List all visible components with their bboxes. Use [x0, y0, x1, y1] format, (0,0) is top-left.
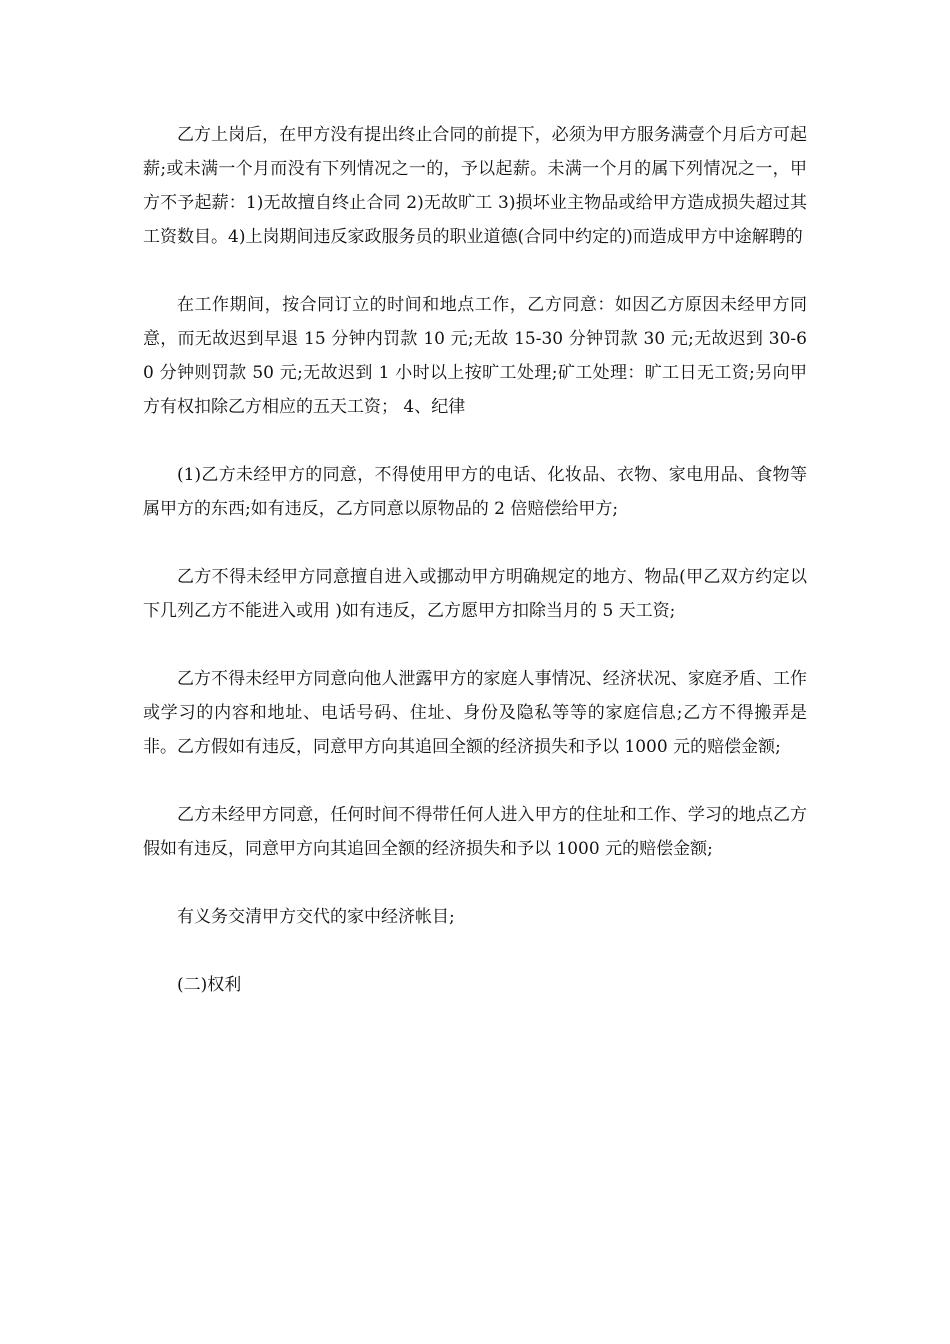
paragraph-privacy: 乙方不得未经甲方同意向他人泄露甲方的家庭人事情况、经济状况、家庭矛盾、工作或学习的内容和地址、电话号码、住址、身份及隐私等等的家庭信息;乙方不得搬弄是非。乙方假如有违反，同意甲方向其追回全额的经济损失和予以 1000 元的赔偿金额; — [143, 669, 807, 757]
section-heading-rights: (二)权利 — [177, 975, 242, 995]
paragraph-visitors: 乙方未经甲方同意，任何时间不得带任何人进入甲方的住址和工作、学习的地点乙方假如有违反，同意甲方向其追回全额的经济损失和予以 1000 元的赔偿金额; — [143, 805, 807, 859]
paragraph-restricted-areas: 乙方不得未经甲方同意擅自进入或挪动甲方明确规定的地方、物品(甲乙双方约定以下几列乙方不能进入或用 )如有违反，乙方愿甲方扣除当月的 5 天工资; — [143, 567, 807, 621]
paragraph-accounts: 有义务交清甲方交代的家中经济帐目; — [177, 907, 455, 927]
document-body — [143, 118, 807, 1002]
paragraph-discipline-items: (1)乙方未经甲方的同意，不得使用甲方的电话、化妆品、衣物、家电用品、食物等属甲方的东西;如有违反，乙方同意以原物品的 2 倍赔偿给甲方; — [143, 465, 807, 519]
paragraph-attendance: 在工作期间，按合同订立的时间和地点工作，乙方同意：如因乙方原因未经甲方同意，而无故迟到早退 15 分钟内罚款 10 元;无故 15-30 分钟罚款 30 元;无故迟到 30-60 分钟则罚款 50 元;无故迟到 1 小时以上按旷工处理;矿工处理：旷工日无工资;另向甲方有权扣除乙方相应的五天工资； 4、纪律 — [143, 295, 807, 417]
paragraph-salary-start: 乙方上岗后，在甲方没有提出终止合同的前提下，必须为甲方服务满壹个月后方可起薪;或未满一个月而没有下列情况之一的，予以起薪。未满一个月的属下列情况之一，甲方不予起薪：1)无故擅自终止合同 2)无故旷工 3)损坏业主物品或给甲方造成损失超过其工资数目。4)上岗期间违反家政服务员的职业道德(合同中约定的)而造成甲方中途解聘的 — [143, 125, 807, 247]
